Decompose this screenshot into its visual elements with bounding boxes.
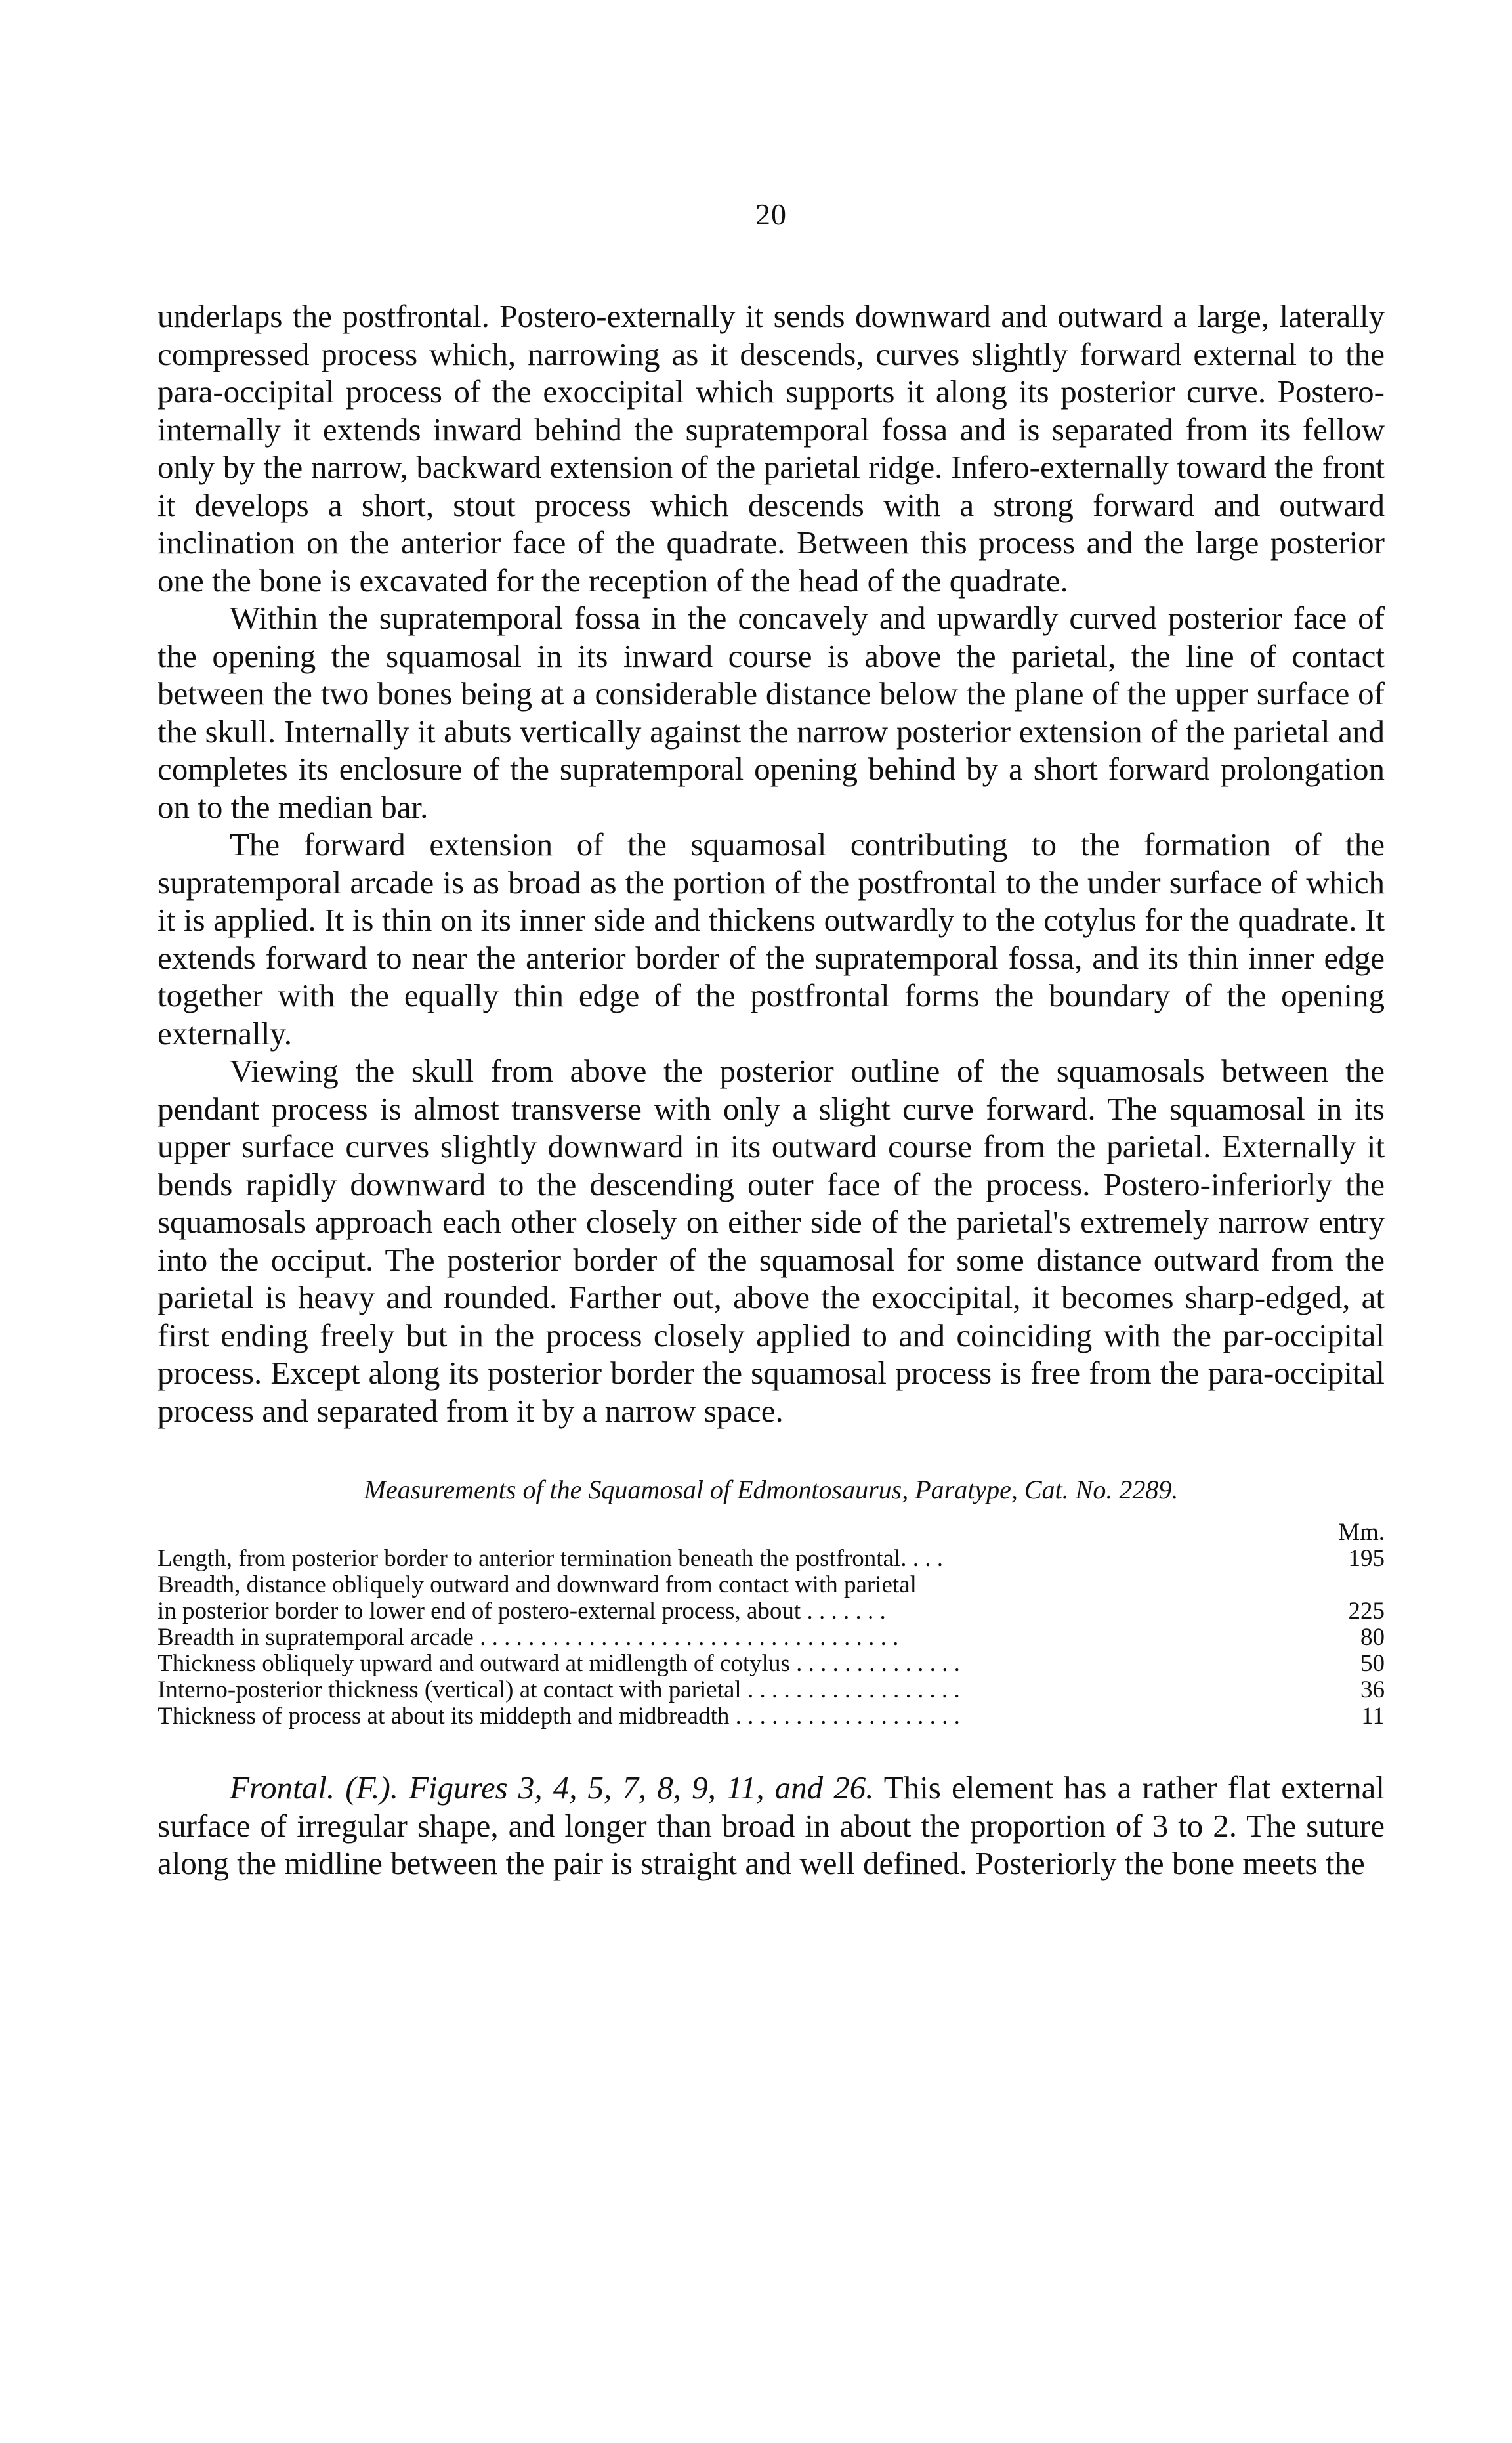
paragraph-1: underlaps the postfrontal. Postero-externally it sends downward and outward a large, laterally compressed process which, narrowing as it descends, curves slightly forward external to the para-occipital process of the exoccipital which supports it along its posterior curve. Postero-internally it extends inward behind the supratemporal fossa and is separated from its fellow only by the narrow, backward extension of the parietal ridge. Infero-externally toward the front it develops a short, stout process which descends with a strong forward and outward inclination on the anterior face of the quadrate. Between this process and the large posterior one the bone is excavated for the reception of the head of the quadrate. — [158, 298, 1385, 599]
measurements-table — [158, 1519, 1385, 1730]
table-row — [158, 1703, 1385, 1730]
section-heading: Frontal. (F.). Figures 3, 4, 5, 7, 8, 9, 11, and 26. — [230, 1770, 874, 1806]
row-value: 225 — [1348, 1598, 1385, 1625]
row-label: Breadth, distance obliquely outward and downward from contact with parietal — [158, 1571, 917, 1598]
row-value: 195 — [1348, 1545, 1385, 1572]
row-value: 50 — [1360, 1650, 1385, 1677]
row-value: 36 — [1360, 1676, 1385, 1703]
frontal-section — [158, 1769, 1385, 1882]
row-label: Thickness obliquely upward and outward at midlength of cotylus . . . . . . . . . . . . . . — [158, 1650, 960, 1677]
page-number: 20 — [755, 198, 787, 231]
table-header-row — [158, 1519, 1385, 1546]
paragraph-2: Within the supratemporal fossa in the concavely and upwardly curved posterior face of the opening the squamosal in its inward course is above the parietal, the line of contact between the two bones being at a considerable distance below the plane of the upper surface of the skull. Internally it abuts vertically against the narrow posterior extension of the parietal and completes its enclosure of the supratemporal opening behind by a short forward prolongation on to the median bar. — [158, 600, 1385, 825]
section-text: This element has a rather flat external surface of irregular shape, and longer than broad in about the proportion of 3 to 2. The suture along the midline between the pair is straight and well defined. Posteriorly the bone meets the — [158, 1770, 1385, 1881]
table-row — [158, 1625, 1385, 1651]
row-value: 80 — [1360, 1624, 1385, 1651]
paragraph-4: Viewing the skull from above the posterior outline of the squamosals between the pendant process is almost transverse with only a slight curve forward. The squamosal in its upper surface curves slightly downward in its outward course from the parietal. Externally it bends rapidly downward to the descending outer face of the process. Postero-inferiorly the squamosals approach each other closely on either side of the parietal's extremely narrow entry into the occiput. The posterior border of the squamosal for some distance outward from the parietal is heavy and rounded. Farther out, above the exoccipital, it becomes sharp-edged, at first ending freely but in the process closely applied to and coinciding with the par-occipital process. Except along its posterior border the squamosal process is free from the para-occipital process and separated from it by a narrow space. — [158, 1053, 1385, 1429]
unit-header: Mm. — [1338, 1519, 1385, 1546]
row-value: 11 — [1361, 1703, 1385, 1730]
row-label: Thickness of process at about its middepth and midbreadth . . . . . . . . . . . . . . . . . . . — [158, 1703, 960, 1730]
table-row — [158, 1677, 1385, 1703]
table-row — [158, 1572, 1385, 1598]
table-row — [158, 1598, 1385, 1625]
table-row — [158, 1651, 1385, 1677]
row-value — [1286, 1572, 1385, 1598]
row-label: Length, from posterior border to anterior termination beneath the postfrontal. . . . — [158, 1545, 944, 1572]
document-page — [158, 197, 1385, 1882]
table-caption: Measurements of the Squamosal of Edmontosaurus, Paratype, Cat. No. 2289. — [364, 1475, 1179, 1504]
paragraph-3: The forward extension of the squamosal contributing to the formation of the supratemporal arcade is as broad as the portion of the postfrontal to the under surface of which it is applied. It is thin on its inner side and thickens outwardly to the cotylus for the quadrate. It extends forward to near the anterior border of the supratemporal fossa, and its thin inner edge together with the equally thin edge of the postfrontal forms the boundary of the opening externally. — [158, 826, 1385, 1052]
row-label: Interno-posterior thickness (vertical) at contact with parietal . . . . . . . . . . . . . . . . . . — [158, 1676, 960, 1703]
table-row — [158, 1546, 1385, 1572]
row-label: Breadth in supratemporal arcade . . . . . . . . . . . . . . . . . . . . . . . . . . . . . . . . . . . — [158, 1624, 899, 1651]
row-label: in posterior border to lower end of postero-external process, about . . . . . . . — [158, 1598, 886, 1625]
